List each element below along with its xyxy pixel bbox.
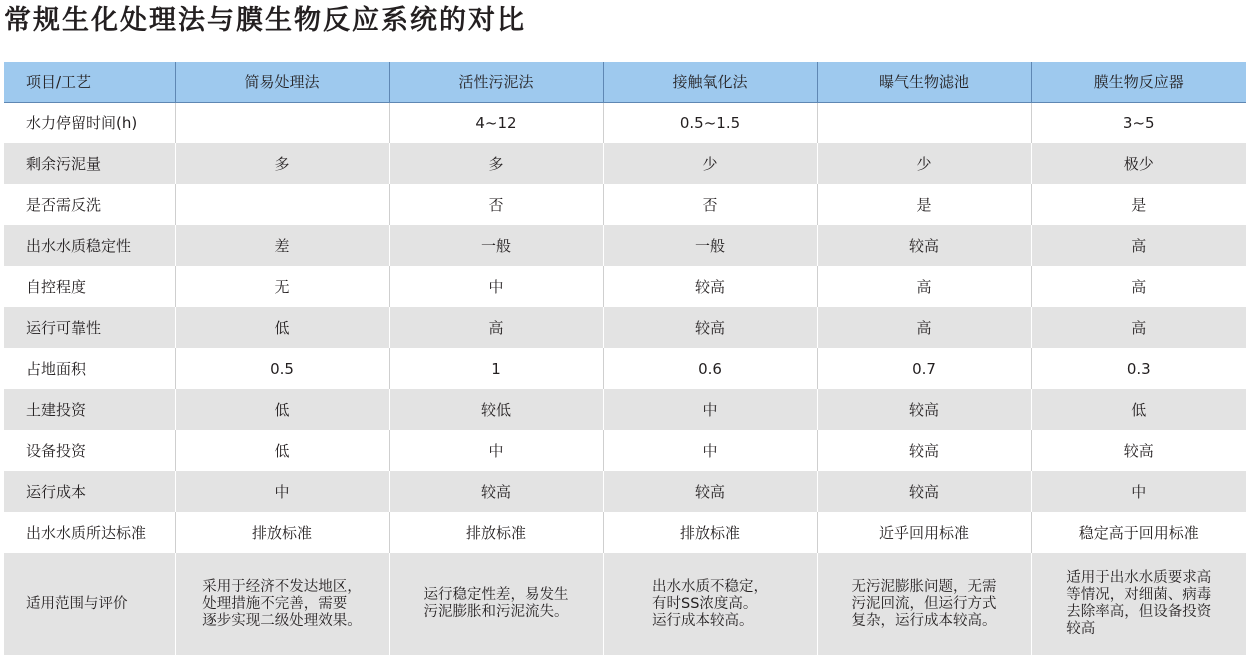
row-label: 自控程度: [4, 266, 175, 307]
table-row: [4, 348, 1246, 389]
table-cell: 较高: [603, 266, 817, 307]
table-cell: [175, 553, 389, 655]
table-cell: 多: [175, 143, 389, 184]
table-cell: 0.3: [1031, 348, 1246, 389]
table-cell: 高: [389, 307, 603, 348]
table-cell: 是: [1031, 184, 1246, 225]
table-cell: 较高: [603, 471, 817, 512]
row-label: 水力停留时间(h): [4, 102, 175, 143]
table-cell: 极少: [1031, 143, 1246, 184]
table-cell: 否: [389, 184, 603, 225]
table-cell: 较高: [603, 307, 817, 348]
row-label: 适用范围与评价: [4, 553, 175, 655]
table-cell: 中: [389, 430, 603, 471]
page-title: 常规生化处理法与膜生物反应系统的对比: [4, 5, 526, 36]
table-cell: 近乎回用标准: [817, 512, 1031, 553]
row-label: 占地面积: [4, 348, 175, 389]
table-cell: [603, 553, 817, 655]
table-cell: 较高: [389, 471, 603, 512]
table-row: [4, 102, 1246, 143]
table-cell: 较高: [817, 225, 1031, 266]
table-cell: 是: [817, 184, 1031, 225]
table-row: [4, 307, 1246, 348]
row-label: 运行可靠性: [4, 307, 175, 348]
table-cell: [1031, 553, 1246, 655]
table-cell: [817, 102, 1031, 143]
table-cell: 中: [603, 430, 817, 471]
table-cell: 中: [1031, 471, 1246, 512]
row-label: 运行成本: [4, 471, 175, 512]
table-row: [4, 143, 1246, 184]
table-cell: 低: [1031, 389, 1246, 430]
table-row: [4, 225, 1246, 266]
table-cell: 4~12: [389, 102, 603, 143]
table-cell: 中: [175, 471, 389, 512]
table-cell: 差: [175, 225, 389, 266]
row-label: 出水水质稳定性: [4, 225, 175, 266]
evaluation-text: 适用于出水水质要求高 等情况，对细菌、病毒 去除率高，但设备投资 较高: [1066, 570, 1212, 637]
table-cell: 较低: [389, 389, 603, 430]
table-cell: 一般: [389, 225, 603, 266]
table-cell: 1: [389, 348, 603, 389]
table-cell: 高: [817, 307, 1031, 348]
evaluation-text: 无污泥膨胀问题，无需 污泥回流，但运行方式 复杂，运行成本较高。: [851, 578, 997, 629]
table-cell: [817, 553, 1031, 655]
table-cell: 0.6: [603, 348, 817, 389]
table-cell: 低: [175, 389, 389, 430]
table-row: [4, 184, 1246, 225]
table-row: [4, 512, 1246, 553]
table-cell: 较高: [817, 430, 1031, 471]
evaluation-text: 出水水质不稳定， 有时SS浓度高。 运行成本较高。: [652, 578, 768, 629]
row-label: 是否需反洗: [4, 184, 175, 225]
table-cell: 高: [1031, 225, 1246, 266]
table-cell: 低: [175, 307, 389, 348]
table-cell: 一般: [603, 225, 817, 266]
table-cell: [389, 553, 603, 655]
table-cell: 高: [1031, 307, 1246, 348]
header-item: 项目/工艺: [4, 62, 175, 102]
header-membrane-bioreactor: 膜生物反应器: [1031, 62, 1246, 102]
table-cell: [175, 184, 389, 225]
table-cell: 否: [603, 184, 817, 225]
evaluation-text: 采用于经济不发达地区， 处理措施不完善，需要 逐步实现二级处理效果。: [202, 578, 362, 629]
table-cell: 低: [175, 430, 389, 471]
table-cell: 高: [1031, 266, 1246, 307]
header-contact-oxidation: 接触氧化法: [603, 62, 817, 102]
table-cell: 0.7: [817, 348, 1031, 389]
table-cell: 较高: [1031, 430, 1246, 471]
table-cell: [175, 102, 389, 143]
comparison-table: [4, 62, 1246, 655]
table-row: [4, 471, 1246, 512]
table-cell: 中: [389, 266, 603, 307]
table-row: [4, 389, 1246, 430]
table-body: [4, 102, 1246, 655]
evaluation-text: 运行稳定性差，易发生 污泥膨胀和污泥流失。: [423, 587, 569, 620]
table-row: [4, 430, 1246, 471]
row-label: 出水水质所达标准: [4, 512, 175, 553]
table-cell: 3~5: [1031, 102, 1246, 143]
table-cell: 少: [817, 143, 1031, 184]
table-cell: 高: [817, 266, 1031, 307]
table-header-row: [4, 62, 1246, 102]
table-cell: 少: [603, 143, 817, 184]
table-cell: 稳定高于回用标准: [1031, 512, 1246, 553]
table-row: [4, 553, 1246, 655]
row-label: 土建投资: [4, 389, 175, 430]
table-row: [4, 266, 1246, 307]
table-cell: 0.5~1.5: [603, 102, 817, 143]
table-cell: 较高: [817, 471, 1031, 512]
table-cell: 无: [175, 266, 389, 307]
table-cell: 多: [389, 143, 603, 184]
table-cell: 排放标准: [389, 512, 603, 553]
table-cell: 0.5: [175, 348, 389, 389]
table-cell: 排放标准: [603, 512, 817, 553]
header-activated-sludge: 活性污泥法: [389, 62, 603, 102]
header-biological-aerated-filter: 曝气生物滤池: [817, 62, 1031, 102]
row-label: 设备投资: [4, 430, 175, 471]
table-cell: 中: [603, 389, 817, 430]
header-simple-treatment: 简易处理法: [175, 62, 389, 102]
table-cell: 较高: [817, 389, 1031, 430]
row-label: 剩余污泥量: [4, 143, 175, 184]
table-cell: 排放标准: [175, 512, 389, 553]
